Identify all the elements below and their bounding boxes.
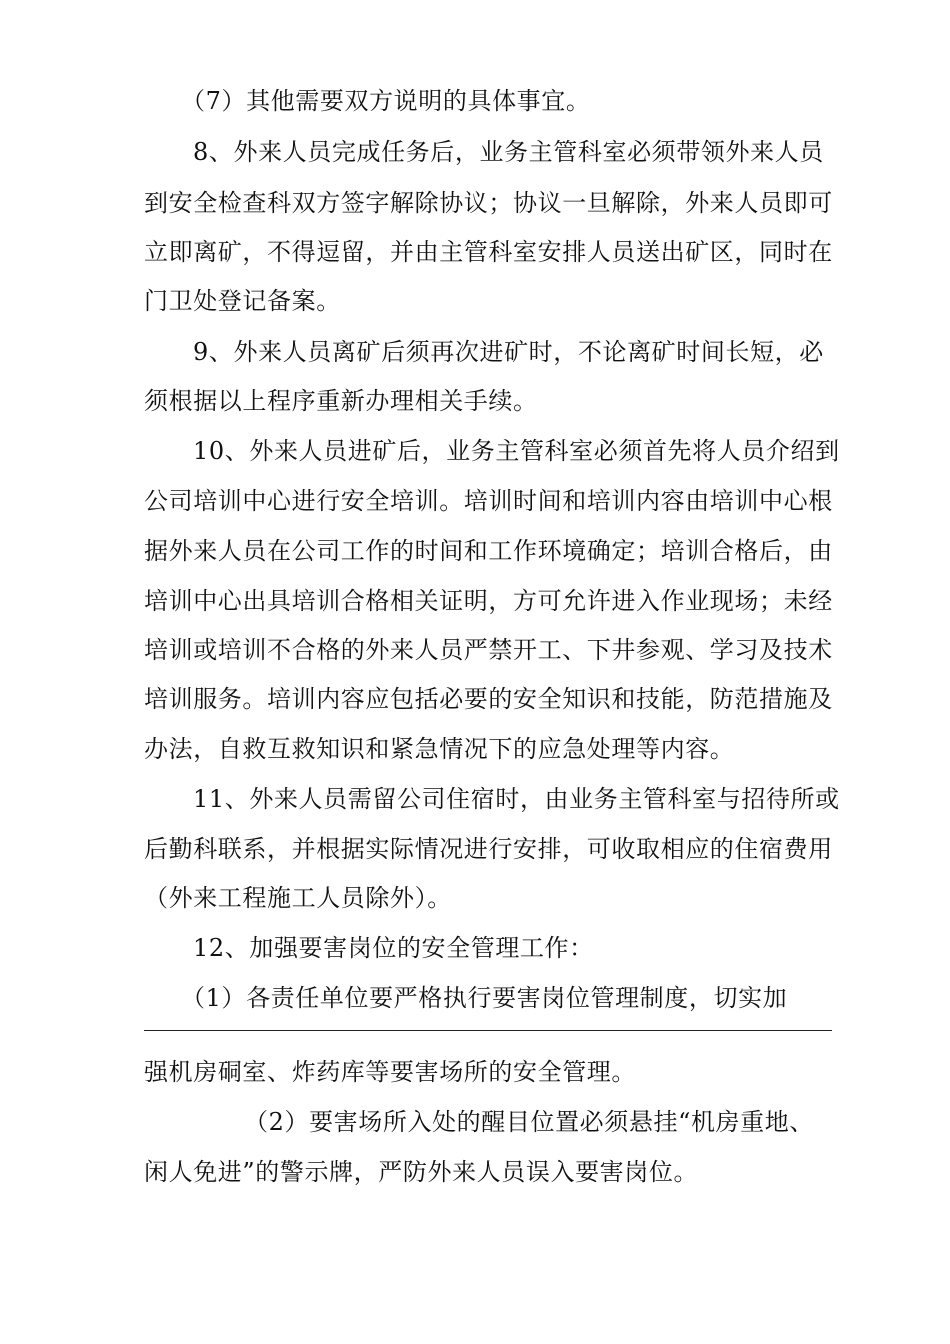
- text-line: 10、外来人员进矿后，业务主管科室必须首先将人员介绍到: [193, 437, 840, 465]
- section-divider: [144, 1030, 832, 1031]
- text-line: 12、加强要害岗位的安全管理工作：: [193, 934, 594, 962]
- text-line: 培训服务。培训内容应包括必要的安全知识和技能，防范措施及: [144, 685, 833, 713]
- text-line: 据外来人员在公司工作的时间和工作环境确定；培训合格后，由: [144, 537, 833, 565]
- text-line: 8、外来人员完成任务后，业务主管科室必须带领外来人员: [193, 138, 824, 166]
- text-line: 立即离矿，不得逗留，并由主管科室安排人员送出矿区，同时在: [144, 238, 833, 266]
- text-line: 培训或培训不合格的外来人员严禁开工、下井参观、学习及技术: [144, 636, 833, 664]
- text-line: 办法，自救互救知识和紧急情况下的应急处理等内容。: [144, 735, 735, 763]
- text-line: 11、外来人员需留公司住宿时，由业务主管科室与招待所或: [193, 785, 840, 813]
- text-line: （7）其他需要双方说明的具体事宜。: [181, 87, 591, 115]
- text-line: （2）要害场所入处的醒目位置必须悬挂“机房重地、: [244, 1108, 814, 1136]
- text-line: 9、外来人员离矿后须再次进矿时，不论离矿时间长短，必: [193, 338, 824, 366]
- text-line: （外来工程施工人员除外）。: [144, 884, 452, 912]
- text-line: 门卫处登记备案。: [144, 287, 341, 315]
- text-line: 须根据以上程序重新办理相关手续。: [144, 387, 538, 415]
- text-line: （1）各责任单位要严格执行要害岗位管理制度，切实加: [181, 984, 788, 1012]
- text-line: 公司培训中心进行安全培训。培训时间和培训内容由培训中心根: [144, 487, 833, 515]
- text-line: 后勤科联系，并根据实际情况进行安排，可收取相应的住宿费用: [144, 835, 833, 863]
- text-line: 到安全检查科双方签字解除协议；协议一旦解除，外来人员即可: [144, 189, 833, 217]
- text-line: 培训中心出具培训合格相关证明，方可允许进入作业现场；未经: [144, 587, 833, 615]
- text-line: 强机房硐室、炸药库等要害场所的安全管理。: [144, 1058, 636, 1086]
- text-line: 闲人免进”的警示牌，严防外来人员误入要害岗位。: [144, 1158, 699, 1186]
